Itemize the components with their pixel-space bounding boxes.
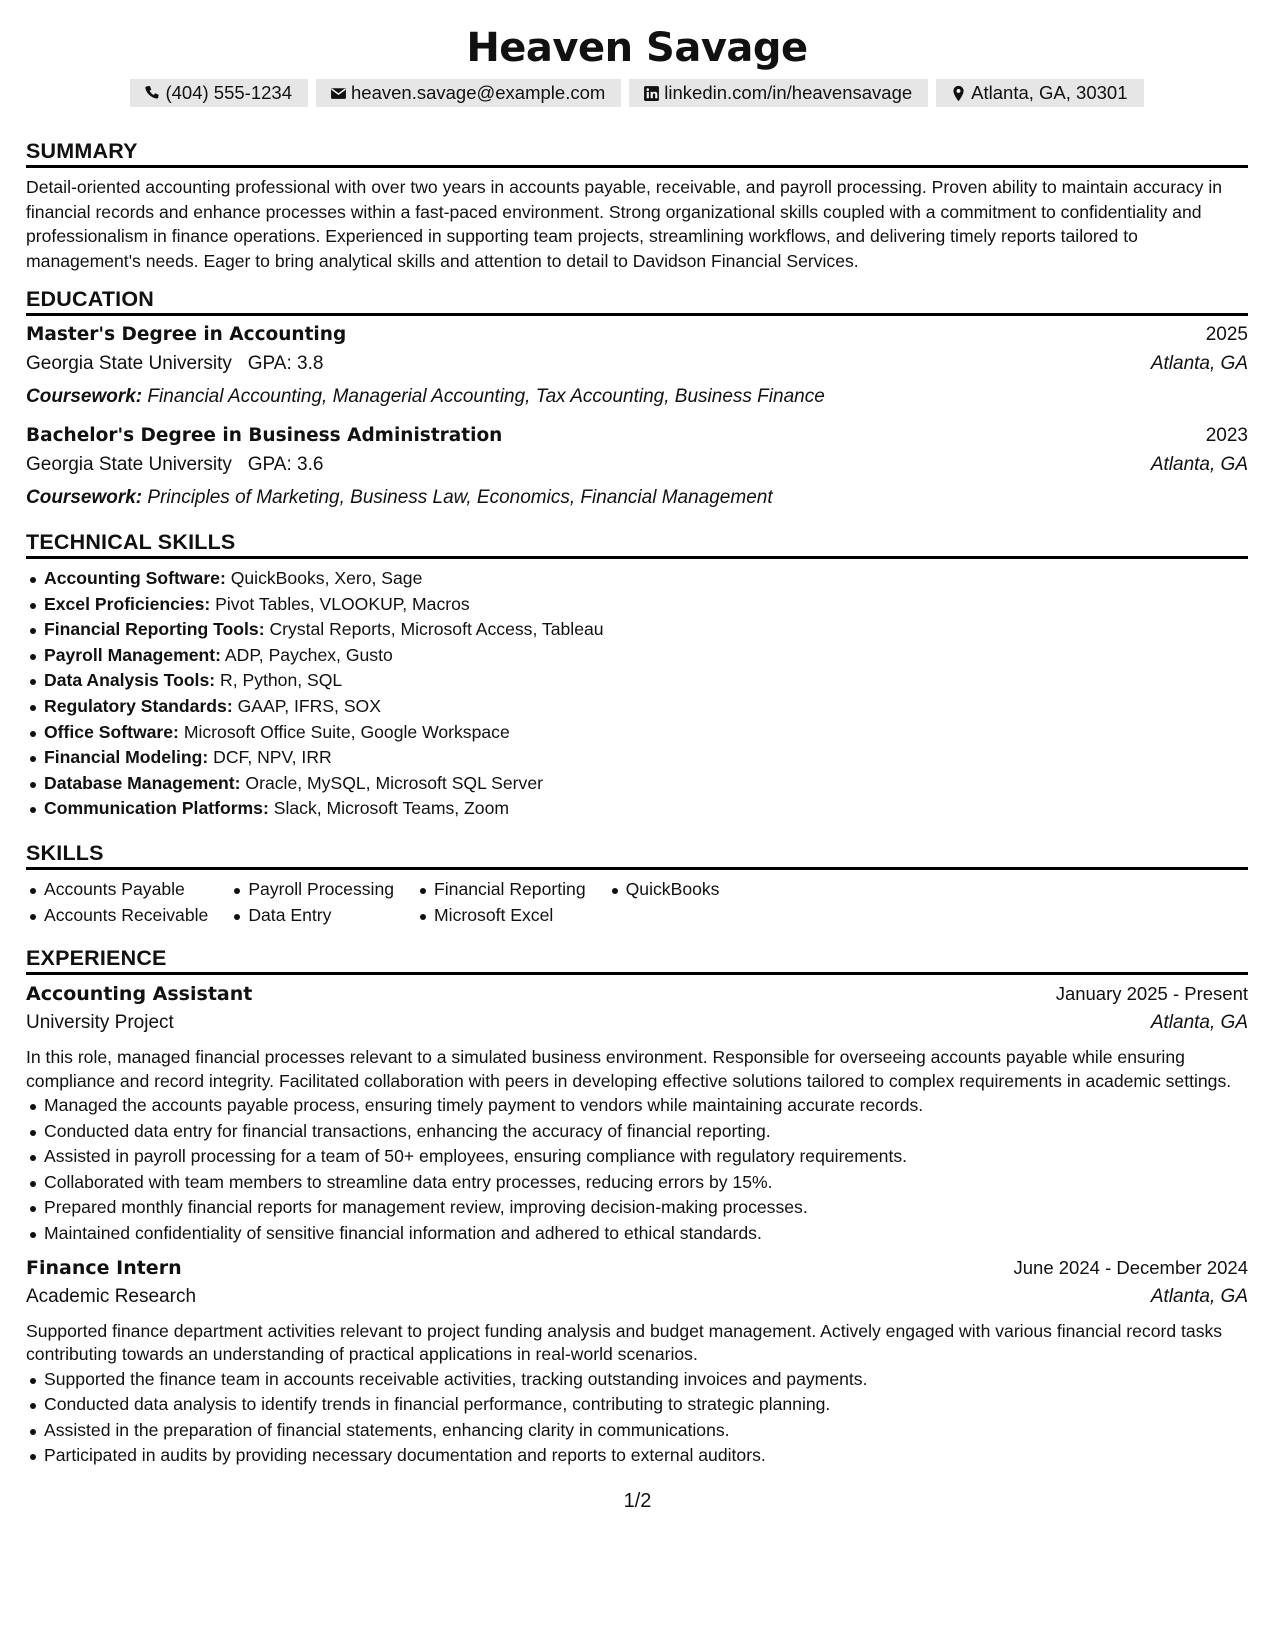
list-item: Supported the finance team in accounts receivable activities, tracking outstanding invoices and payments. (26, 1367, 1248, 1393)
school-name: Georgia State University (26, 454, 232, 475)
email-chip[interactable] (316, 79, 621, 107)
page-number: 1/2 (623, 1490, 652, 1512)
skills-column (230, 877, 394, 928)
email-text: heaven.savage@example.com (351, 82, 606, 103)
skills-column (416, 877, 586, 928)
list-item: Conducted data analysis to identify trends in financial performance, contributing to strategic planning. (26, 1392, 1248, 1418)
list-item: Payroll Processing (230, 877, 394, 903)
degree-title: Master's Degree in Accounting (26, 324, 347, 345)
list-item: Financial Reporting (416, 877, 586, 903)
list-item: Accounting Software: QuickBooks, Xero, Sage (26, 566, 1248, 592)
job-bullets (26, 1093, 1248, 1247)
linkedin-icon (643, 85, 660, 102)
section-title-summary: SUMMARY (26, 138, 1248, 168)
map-marker-icon (950, 85, 967, 102)
skills-column (26, 877, 208, 928)
list-item: Managed the accounts payable process, ensuring timely payment to vendors while maintaining accurate records. (26, 1093, 1248, 1119)
gpa: GPA: 3.8 (247, 353, 324, 374)
job-location: Atlanta, GA (1150, 1285, 1248, 1307)
skills-grid (26, 877, 1248, 928)
phone-chip[interactable] (130, 79, 308, 107)
job-description: Supported finance department activities relevant to project funding analysis and budget management. Actively engaged with various financial record tasks contributing towards an understanding of practical applications in real-world scenarios. (26, 1320, 1223, 1365)
job-dates: January 2025 - Present (1055, 983, 1248, 1004)
education-entry (26, 425, 1248, 512)
list-item: Payroll Management: ADP, Paychex, Gusto (26, 643, 1248, 669)
section-title-experience: EXPERIENCE (26, 945, 1248, 975)
list-item: Accounts Receivable (26, 903, 208, 929)
skills-section (26, 840, 1248, 928)
coursework-label: Coursework: (26, 487, 143, 508)
list-item: Accounts Payable (26, 877, 208, 903)
list-item: QuickBooks (608, 877, 720, 903)
list-item: Financial Modeling: DCF, NPV, IRR (26, 745, 1248, 771)
linkedin-text: linkedin.com/in/heavensavage (664, 82, 913, 103)
list-item: Communication Platforms: Slack, Microsoft Teams, Zoom (26, 796, 1248, 822)
list-item: Microsoft Excel (416, 903, 586, 929)
list-item: Office Software: Microsoft Office Suite, Google Workspace (26, 720, 1248, 746)
list-item: Assisted in the preparation of financial statements, enhancing clarity in communications. (26, 1418, 1248, 1444)
linkedin-chip[interactable] (629, 79, 928, 107)
section-title-education: EDUCATION (26, 286, 1248, 316)
job-bullets (26, 1367, 1248, 1469)
degree-year: 2025 (1205, 324, 1248, 345)
list-item: Data Analysis Tools: R, Python, SQL (26, 668, 1248, 694)
list-item: Collaborated with team members to streamline data entry processes, reducing errors by 15%. (26, 1170, 1248, 1196)
location-text: Atlanta, GA, 30301 (971, 82, 1128, 103)
school-location: Atlanta, GA (1150, 454, 1248, 475)
technical-skills-list (26, 566, 1248, 822)
technical-skills-section (26, 529, 1248, 822)
education-entry (26, 324, 1248, 411)
coursework-list: Financial Accounting, Managerial Accounting, Tax Accounting, Business Finance (147, 386, 825, 407)
education-section (26, 286, 1248, 512)
job-location: Atlanta, GA (1150, 1012, 1248, 1033)
skills-column (608, 877, 720, 928)
school-location: Atlanta, GA (1150, 353, 1248, 374)
resume-page (26, 0, 1248, 1466)
list-item: Prepared monthly financial reports for management review, improving decision-making processes. (26, 1195, 1248, 1221)
job-org: Academic Research (26, 1285, 197, 1307)
list-item: Assisted in payroll processing for a team of 50+ employees, ensuring compliance with regulatory requirements. (26, 1144, 1248, 1170)
list-item: Regulatory Standards: GAAP, IFRS, SOX (26, 694, 1248, 720)
coursework-label: Coursework: (26, 386, 143, 407)
list-item: Excel Proficiencies: Pivot Tables, VLOOKUP, Macros (26, 592, 1248, 618)
section-title-technical-skills: TECHNICAL SKILLS (26, 529, 1248, 559)
experience-section (26, 945, 1248, 1469)
job-dates: June 2024 - December 2024 (1013, 1256, 1248, 1278)
summary-text: Detail-oriented accounting professional with over two years in accounts payable, receivable, and payroll processing. Proven ability to maintain accuracy in financial records and enhance processes within a fast-paced environment. Strong organizational skills coupled with a commitment to confidentiality and professionalism in finance operations. Experienced in supporting team projects, streamlining workflows, and delivering timely reports tailored to management's needs. Eager to bring analytical skills and attention to detail to Davidson Financial Services. (26, 177, 1223, 271)
list-item: Maintained confidentiality of sensitive financial information and adhered to ethical standards. (26, 1221, 1248, 1247)
list-item: Participated in audits by providing necessary documentation and reports to external auditors. (26, 1443, 1248, 1469)
degree-year: 2023 (1205, 425, 1248, 446)
job-description: In this role, managed financial processes relevant to a simulated business environment. Responsible for overseeing accounts payable while ensuring compliance and record integrity. Facilitated collaboration with peers in developing effective solutions tailored to complex requirements in academic settings. (26, 1047, 1232, 1091)
job-title: Finance Intern (26, 1256, 182, 1279)
job-entry (26, 1257, 1248, 1469)
envelope-icon (330, 85, 347, 102)
phone-icon (144, 85, 161, 102)
phone-text: (404) 555-1234 (165, 82, 292, 103)
job-title: Accounting Assistant (26, 983, 253, 1005)
location-chip (936, 79, 1143, 107)
contact-bar (26, 79, 1248, 107)
school-name: Georgia State University (26, 353, 232, 374)
list-item: Data Entry (230, 903, 394, 929)
candidate-name: Heaven Savage (466, 25, 808, 71)
gpa: GPA: 3.6 (247, 454, 324, 475)
list-item: Database Management: Oracle, MySQL, Microsoft SQL Server (26, 771, 1248, 797)
list-item: Conducted data entry for financial transactions, enhancing the accuracy of financial reporting. (26, 1119, 1248, 1145)
section-title-skills: SKILLS (26, 840, 1248, 870)
degree-title: Bachelor's Degree in Business Administration (26, 425, 503, 446)
coursework-list: Principles of Marketing, Business Law, Economics, Financial Management (147, 487, 773, 508)
list-item: Financial Reporting Tools: Crystal Reports, Microsoft Access, Tableau (26, 617, 1248, 643)
job-entry (26, 983, 1248, 1247)
job-org: University Project (26, 1012, 174, 1033)
summary-section (26, 138, 1248, 273)
